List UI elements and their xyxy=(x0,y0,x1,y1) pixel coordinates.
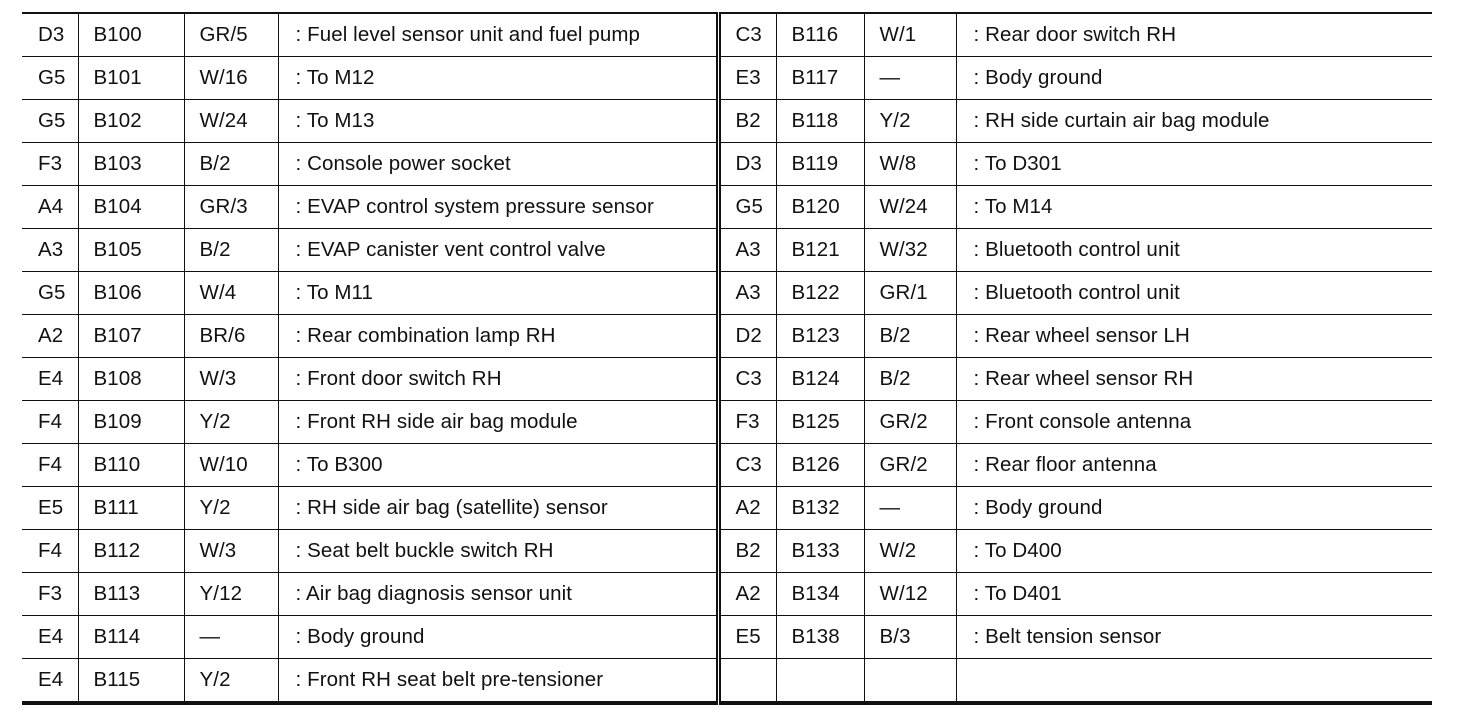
left-grid-location-cell: E4 xyxy=(22,616,78,659)
right-connector-type-cell: GR/2 xyxy=(864,444,956,487)
right-connector-number-cell: B116 xyxy=(776,13,864,57)
right-connector-number-cell: B123 xyxy=(776,315,864,358)
left-grid-location-cell: F4 xyxy=(22,444,78,487)
left-connector-type-cell: BR/6 xyxy=(184,315,278,358)
left-connector-type-cell: W/3 xyxy=(184,358,278,401)
left-connector-type-cell: Y/2 xyxy=(184,487,278,530)
left-connector-type-cell: W/3 xyxy=(184,530,278,573)
table-row xyxy=(22,13,1432,57)
right-connector-type-cell: — xyxy=(864,487,956,530)
right-connector-description-cell: : Front console antenna xyxy=(956,401,1432,444)
table-row xyxy=(22,100,1432,143)
right-connector-type-cell: W/1 xyxy=(864,13,956,57)
left-connector-description-cell: : EVAP canister vent control valve xyxy=(278,229,718,272)
left-connector-type-cell: Y/12 xyxy=(184,573,278,616)
left-connector-type-cell: W/4 xyxy=(184,272,278,315)
left-connector-number-cell: B102 xyxy=(78,100,184,143)
table-row xyxy=(22,401,1432,444)
left-connector-description-cell: : Fuel level sensor unit and fuel pump xyxy=(278,13,718,57)
right-connector-type-cell: B/3 xyxy=(864,616,956,659)
right-connector-type-cell: — xyxy=(864,57,956,100)
table-row xyxy=(22,659,1432,704)
left-connector-description-cell: : Front RH seat belt pre-tensioner xyxy=(278,659,718,704)
right-connector-type-cell: GR/1 xyxy=(864,272,956,315)
right-grid-location-cell: F3 xyxy=(718,401,776,444)
connector-list-page xyxy=(22,12,1432,705)
table-row xyxy=(22,616,1432,659)
table-row xyxy=(22,272,1432,315)
left-grid-location-cell: E5 xyxy=(22,487,78,530)
right-connector-description-cell xyxy=(956,659,1432,704)
left-connector-description-cell: : RH side air bag (satellite) sensor xyxy=(278,487,718,530)
right-connector-type-cell: GR/2 xyxy=(864,401,956,444)
left-connector-number-cell: B106 xyxy=(78,272,184,315)
left-connector-description-cell: : Body ground xyxy=(278,616,718,659)
left-grid-location-cell: A4 xyxy=(22,186,78,229)
right-grid-location-cell: A3 xyxy=(718,229,776,272)
right-connector-number-cell: B117 xyxy=(776,57,864,100)
left-connector-type-cell: W/24 xyxy=(184,100,278,143)
left-grid-location-cell: F4 xyxy=(22,401,78,444)
right-connector-number-cell: B124 xyxy=(776,358,864,401)
left-connector-description-cell: : Seat belt buckle switch RH xyxy=(278,530,718,573)
left-connector-type-cell: — xyxy=(184,616,278,659)
left-connector-type-cell: B/2 xyxy=(184,229,278,272)
left-grid-location-cell: E4 xyxy=(22,659,78,704)
right-connector-description-cell: : RH side curtain air bag module xyxy=(956,100,1432,143)
table-row xyxy=(22,573,1432,616)
right-connector-description-cell: : Body ground xyxy=(956,487,1432,530)
left-connector-type-cell: B/2 xyxy=(184,143,278,186)
left-connector-type-cell: Y/2 xyxy=(184,659,278,704)
right-connector-description-cell: : Rear wheel sensor LH xyxy=(956,315,1432,358)
right-connector-description-cell: : Rear floor antenna xyxy=(956,444,1432,487)
left-grid-location-cell: G5 xyxy=(22,100,78,143)
connector-table xyxy=(22,12,1432,705)
left-connector-type-cell: GR/3 xyxy=(184,186,278,229)
right-connector-description-cell: : Rear door switch RH xyxy=(956,13,1432,57)
left-connector-description-cell: : To M13 xyxy=(278,100,718,143)
right-connector-number-cell: B134 xyxy=(776,573,864,616)
right-connector-type-cell: B/2 xyxy=(864,358,956,401)
right-connector-description-cell: : To D400 xyxy=(956,530,1432,573)
left-connector-type-cell: W/16 xyxy=(184,57,278,100)
right-connector-number-cell: B126 xyxy=(776,444,864,487)
right-connector-description-cell: : To D301 xyxy=(956,143,1432,186)
right-connector-number-cell: B118 xyxy=(776,100,864,143)
right-connector-description-cell: : Bluetooth control unit xyxy=(956,272,1432,315)
left-connector-description-cell: : To M12 xyxy=(278,57,718,100)
left-connector-type-cell: W/10 xyxy=(184,444,278,487)
right-connector-type-cell: W/32 xyxy=(864,229,956,272)
right-connector-number-cell: B120 xyxy=(776,186,864,229)
right-connector-number-cell: B138 xyxy=(776,616,864,659)
right-connector-description-cell: : Body ground xyxy=(956,57,1432,100)
right-connector-number-cell xyxy=(776,659,864,704)
right-grid-location-cell: G5 xyxy=(718,186,776,229)
left-connector-number-cell: B108 xyxy=(78,358,184,401)
left-grid-location-cell: D3 xyxy=(22,13,78,57)
table-row xyxy=(22,487,1432,530)
right-grid-location-cell: C3 xyxy=(718,13,776,57)
right-connector-number-cell: B125 xyxy=(776,401,864,444)
right-connector-number-cell: B121 xyxy=(776,229,864,272)
right-connector-type-cell: W/24 xyxy=(864,186,956,229)
left-connector-number-cell: B101 xyxy=(78,57,184,100)
right-connector-number-cell: B133 xyxy=(776,530,864,573)
right-connector-number-cell: B132 xyxy=(776,487,864,530)
left-connector-number-cell: B104 xyxy=(78,186,184,229)
right-connector-number-cell: B122 xyxy=(776,272,864,315)
table-row xyxy=(22,57,1432,100)
right-connector-number-cell: B119 xyxy=(776,143,864,186)
right-grid-location-cell: A3 xyxy=(718,272,776,315)
left-connector-description-cell: : EVAP control system pressure sensor xyxy=(278,186,718,229)
left-connector-description-cell: : Console power socket xyxy=(278,143,718,186)
left-connector-description-cell: : Front RH side air bag module xyxy=(278,401,718,444)
right-grid-location-cell: D3 xyxy=(718,143,776,186)
left-grid-location-cell: F3 xyxy=(22,143,78,186)
left-connector-description-cell: : To M11 xyxy=(278,272,718,315)
left-grid-location-cell: F4 xyxy=(22,530,78,573)
left-connector-number-cell: B111 xyxy=(78,487,184,530)
left-connector-type-cell: GR/5 xyxy=(184,13,278,57)
left-connector-number-cell: B103 xyxy=(78,143,184,186)
right-grid-location-cell xyxy=(718,659,776,704)
right-grid-location-cell: C3 xyxy=(718,358,776,401)
table-row xyxy=(22,143,1432,186)
right-grid-location-cell: E3 xyxy=(718,57,776,100)
right-grid-location-cell: B2 xyxy=(718,530,776,573)
left-connector-number-cell: B113 xyxy=(78,573,184,616)
left-connector-number-cell: B112 xyxy=(78,530,184,573)
left-connector-description-cell: : Air bag diagnosis sensor unit xyxy=(278,573,718,616)
left-connector-number-cell: B109 xyxy=(78,401,184,444)
right-connector-type-cell: B/2 xyxy=(864,315,956,358)
right-connector-type-cell: Y/2 xyxy=(864,100,956,143)
left-grid-location-cell: A3 xyxy=(22,229,78,272)
right-connector-description-cell: : Bluetooth control unit xyxy=(956,229,1432,272)
left-connector-description-cell: : Rear combination lamp RH xyxy=(278,315,718,358)
right-connector-description-cell: : Belt tension sensor xyxy=(956,616,1432,659)
table-row xyxy=(22,315,1432,358)
left-connector-number-cell: B100 xyxy=(78,13,184,57)
left-grid-location-cell: F3 xyxy=(22,573,78,616)
right-connector-type-cell xyxy=(864,659,956,704)
table-row xyxy=(22,186,1432,229)
table-row xyxy=(22,358,1432,401)
left-connector-number-cell: B105 xyxy=(78,229,184,272)
left-connector-number-cell: B107 xyxy=(78,315,184,358)
right-grid-location-cell: B2 xyxy=(718,100,776,143)
table-row xyxy=(22,444,1432,487)
table-row xyxy=(22,229,1432,272)
left-connector-description-cell: : Front door switch RH xyxy=(278,358,718,401)
left-grid-location-cell: E4 xyxy=(22,358,78,401)
right-grid-location-cell: D2 xyxy=(718,315,776,358)
table-row xyxy=(22,530,1432,573)
right-connector-description-cell: : To M14 xyxy=(956,186,1432,229)
left-grid-location-cell: A2 xyxy=(22,315,78,358)
left-grid-location-cell: G5 xyxy=(22,272,78,315)
left-connector-number-cell: B115 xyxy=(78,659,184,704)
connector-table-body xyxy=(22,13,1432,703)
left-connector-number-cell: B110 xyxy=(78,444,184,487)
right-connector-description-cell: : Rear wheel sensor RH xyxy=(956,358,1432,401)
right-connector-type-cell: W/2 xyxy=(864,530,956,573)
right-connector-description-cell: : To D401 xyxy=(956,573,1432,616)
left-connector-type-cell: Y/2 xyxy=(184,401,278,444)
right-grid-location-cell: C3 xyxy=(718,444,776,487)
left-connector-number-cell: B114 xyxy=(78,616,184,659)
left-connector-description-cell: : To B300 xyxy=(278,444,718,487)
left-grid-location-cell: G5 xyxy=(22,57,78,100)
right-grid-location-cell: A2 xyxy=(718,487,776,530)
right-connector-type-cell: W/12 xyxy=(864,573,956,616)
right-connector-type-cell: W/8 xyxy=(864,143,956,186)
right-grid-location-cell: E5 xyxy=(718,616,776,659)
right-grid-location-cell: A2 xyxy=(718,573,776,616)
